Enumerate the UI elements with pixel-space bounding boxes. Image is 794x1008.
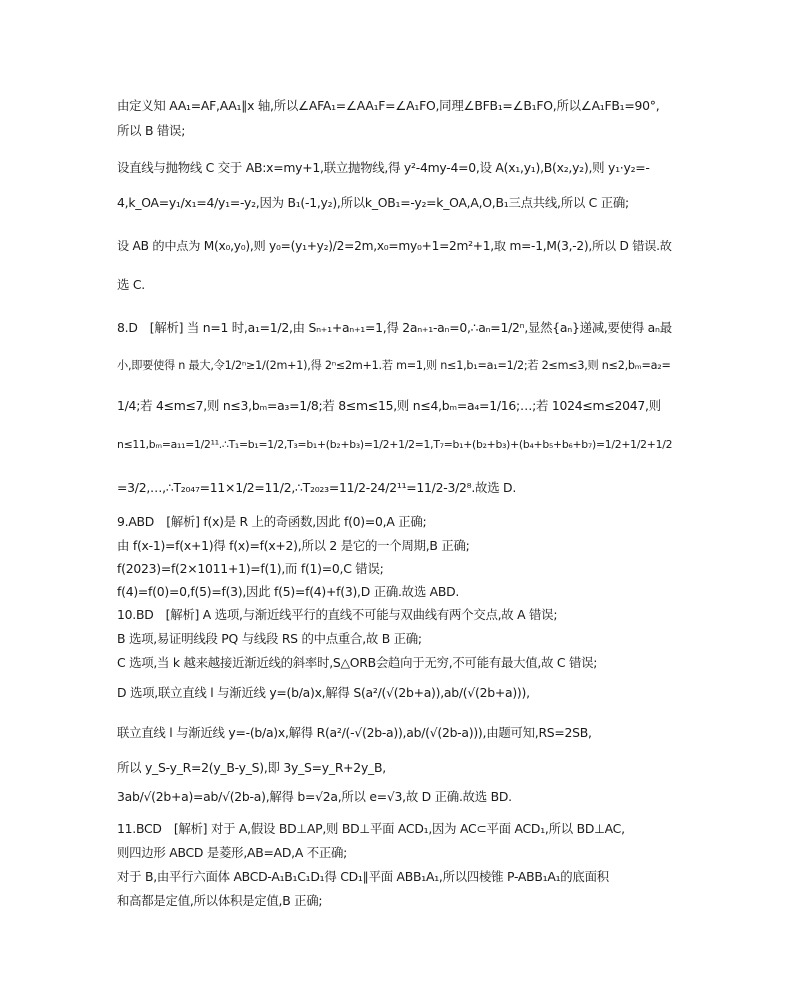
text-line: 由 f(x-1)=f(x+1)得 f(x)=f(x+2),所以 2 是它的一个周期,B 正确; [117,538,470,553]
text-line: 则四边形 ABCD 是菱形,AB=AD,A 不正确; [117,845,348,860]
text-line: 所以 B 错误; [117,123,186,138]
text-line: 1/4;若 4≤m≤7,则 n≤3,bₘ=a₃=1/8;若 8≤m≤15,则 n≤4,bₘ=a₄=1/16;…;若 1024≤m≤2047,则 [117,398,661,413]
text-line: 由定义知 AA₁=AF,AA₁∥x 轴,所以∠AFA₁=∠AA₁F=∠A₁FO,同理∠BFB₁=∠B₁FO,所以∠A₁FB₁=90°, [117,98,660,113]
text-line: =3/2,…,∴T₂₀₄₇=11×1/2=11/2,∴T₂₀₂₃=11/2-24/2¹¹=11/2-3/2⁸.故选 D. [117,480,517,495]
text-line: 8.D [解析] 当 n=1 时,a₁=1/2,由 Sₙ₊₁+aₙ₊₁=1,得 2aₙ₊₁-aₙ=0,∴aₙ=1/2ⁿ,显然{aₙ}递减,要使得 aₙ最 [117,320,672,335]
text-line: 9.ABD [解析] f(x)是 R 上的奇函数,因此 f(0)=0,A 正确; [117,514,427,529]
text-line: C 选项,当 k 越来越接近渐近线的斜率时,S△ORB会趋向于无穷,不可能有最大值,故 C 错误; [117,655,598,670]
text-line: 设直线与抛物线 C 交于 AB:x=my+1,联立抛物线,得 y²-4my-4=0,设 A(x₁,y₁),B(x₂,y₂),则 y₁·y₂=- [117,160,650,175]
text-line: 10.BD [解析] A 选项,与渐近线平行的直线不可能与双曲线有两个交点,故 A 错误; [117,607,558,622]
text-line: f(4)=f(0)=0,f(5)=f(3),因此 f(5)=f(4)+f(3),D 正确.故选 ABD. [117,584,460,599]
text-line: 3ab/√(2b+a)=ab/√(2b-a),解得 b=√2a,所以 e=√3,故 D 正确.故选 BD. [117,789,512,804]
text-line: n≤11,bₘ=a₁₁=1/2¹¹.∴T₁=b₁=1/2,T₃=b₁+(b₂+b₃)=1/2+1/2=1,T₇=b₁+(b₂+b₃)+(b₄+b₅+b₆+b₇)=1/2+1/2+1/2 [117,438,673,451]
text-line: D 选项,联立直线 l 与渐近线 y=(b/a)x,解得 S(a²/(√(2b+a)),ab/(√(2b+a))), [117,685,530,700]
text-line: 联立直线 l 与渐近线 y=-(b/a)x,解得 R(a²/(-√(2b-a)),ab/(√(2b-a))),由题可知,RS=2SB, [117,725,592,740]
text-line: B 选项,易证明线段 PQ 与线段 RS 的中点重合,故 B 正确; [117,631,422,646]
text-line: 对于 B,由平行六面体 ABCD-A₁B₁C₁D₁得 CD₁∥平面 ABB₁A₁,所以四棱锥 P-ABB₁A₁的底面积 [117,869,609,884]
text-line: 小,即要使得 n 最大,令1/2ⁿ≥1/(2m+1),得 2ⁿ≤2m+1.若 m=1,则 n≤1,b₁=a₁=1/2;若 2≤m≤3,则 n≤2,bₘ=a₂= [117,359,671,372]
text-line: 选 C. [117,277,145,292]
text-line: 4,k_OA=y₁/x₁=4/y₁=-y₂,因为 B₁(-1,y₂),所以k_OB₁=-y₂=k_OA,A,O,B₁三点共线,所以 C 正确; [117,195,629,210]
text-line: 和高都是定值,所以体积是定值,B 正确; [117,893,323,908]
text-line: f(2023)=f(2×1011+1)=f(1),而 f(1)=0,C 错误; [117,561,384,576]
text-line: 11.BCD [解析] 对于 A,假设 BD⊥AP,则 BD⊥平面 ACD₁,因为 AC⊂平面 ACD₁,所以 BD⊥AC, [117,821,625,836]
text-line: 所以 y_S-y_R=2(y_B-y_S),即 3y_S=y_R+2y_B, [117,760,386,775]
text-line: 设 AB 的中点为 M(x₀,y₀),则 y₀=(y₁+y₂)/2=2m,x₀=my₀+1=2m²+1,取 m=-1,M(3,-2),所以 D 错误.故 [117,239,672,253]
